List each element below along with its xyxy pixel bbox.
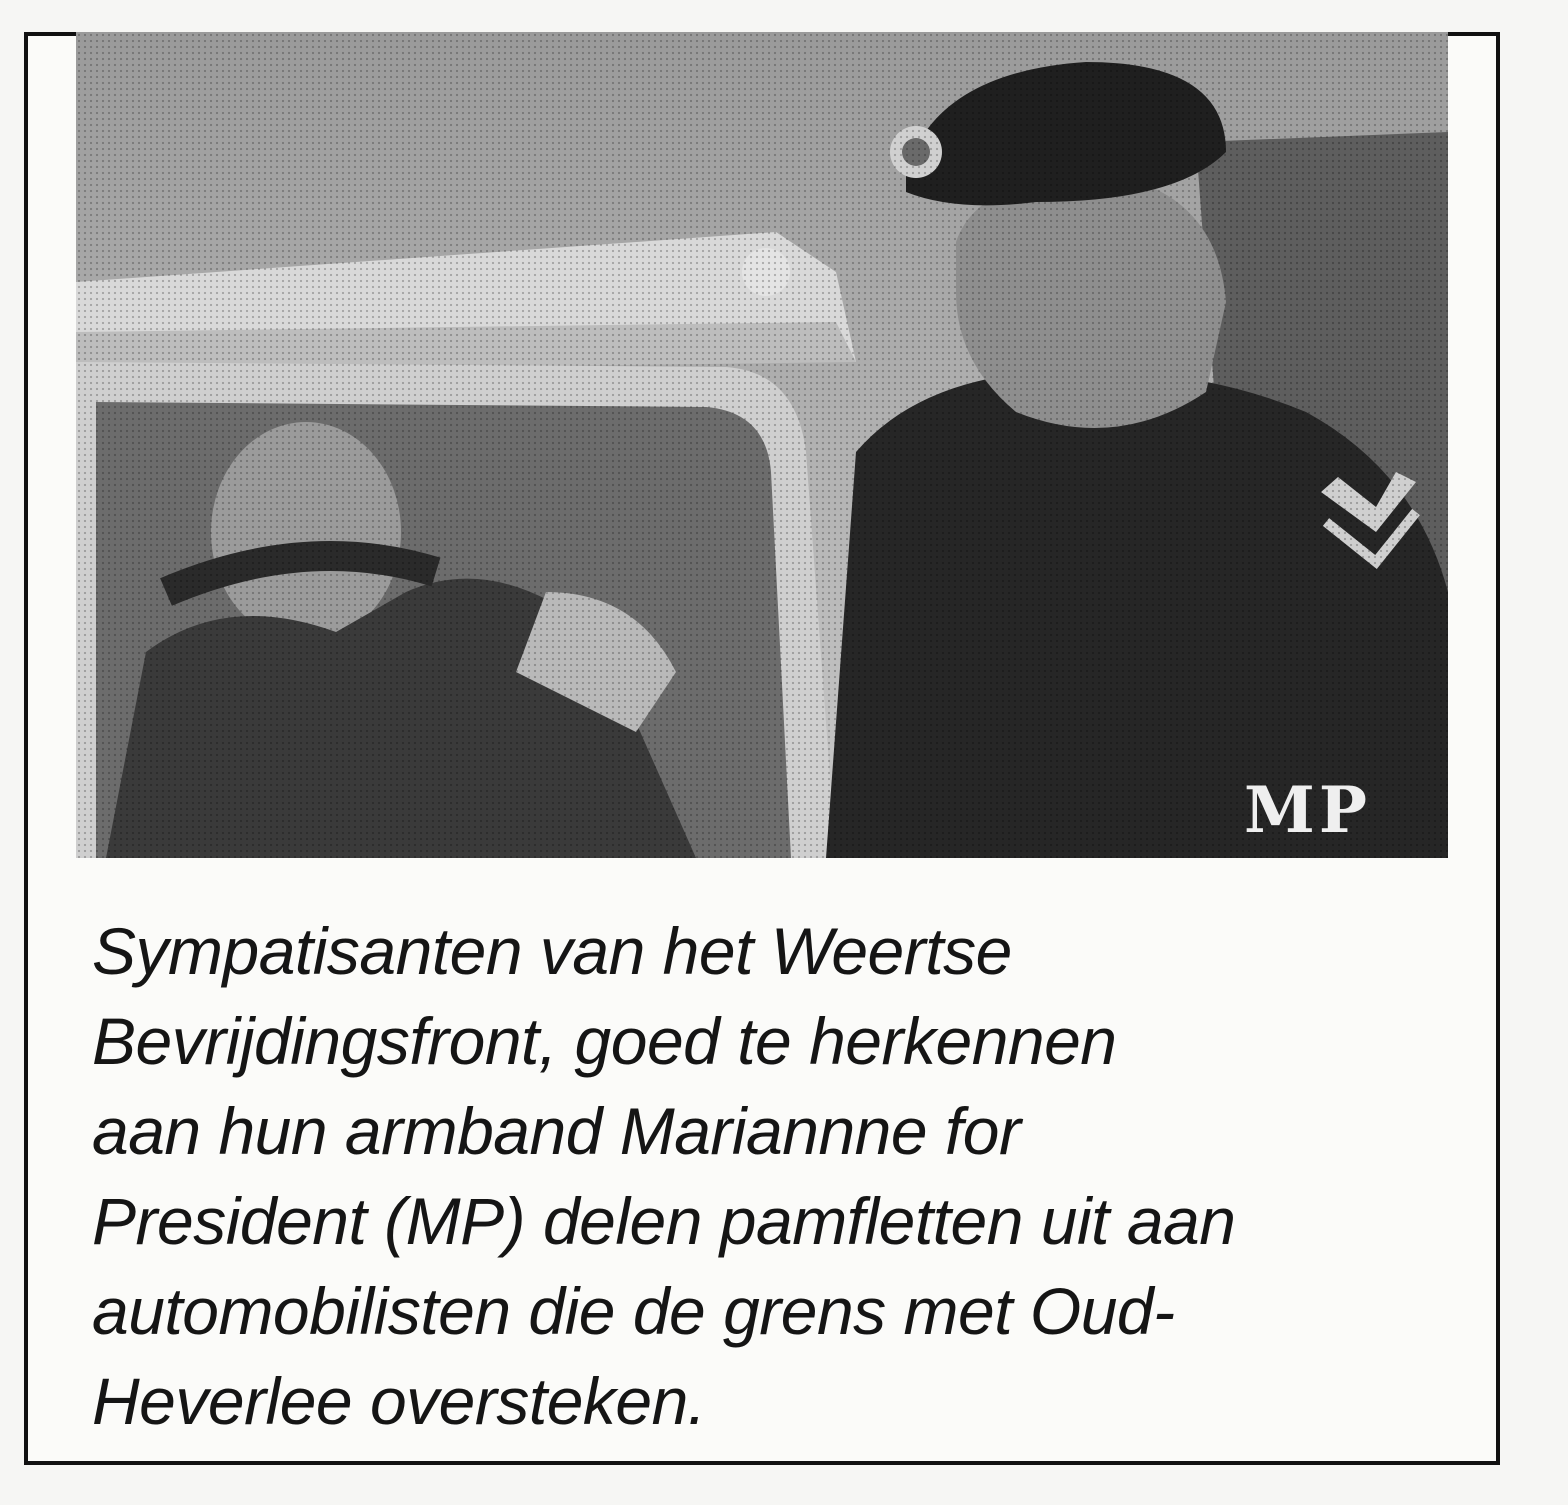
caption-line: President (MP) delen pamfletten uit aan: [92, 1184, 1236, 1258]
photo-caption: [92, 906, 1472, 1446]
mp-armband-text: MP: [1244, 773, 1371, 848]
caption-line: Sympatisanten van het Weertse: [92, 914, 1012, 988]
caption-line: aan hun armband Mariannne for: [92, 1094, 1021, 1168]
article-frame: [24, 32, 1500, 1465]
caption-line: automobilisten die de grens met Oud-: [92, 1274, 1175, 1348]
press-photo: [76, 32, 1448, 858]
photo-illustration: [76, 32, 1448, 858]
caption-line: Heverlee oversteken.: [92, 1364, 706, 1438]
caption-line: Bevrijdingsfront, goed te herkennen: [92, 1004, 1117, 1078]
